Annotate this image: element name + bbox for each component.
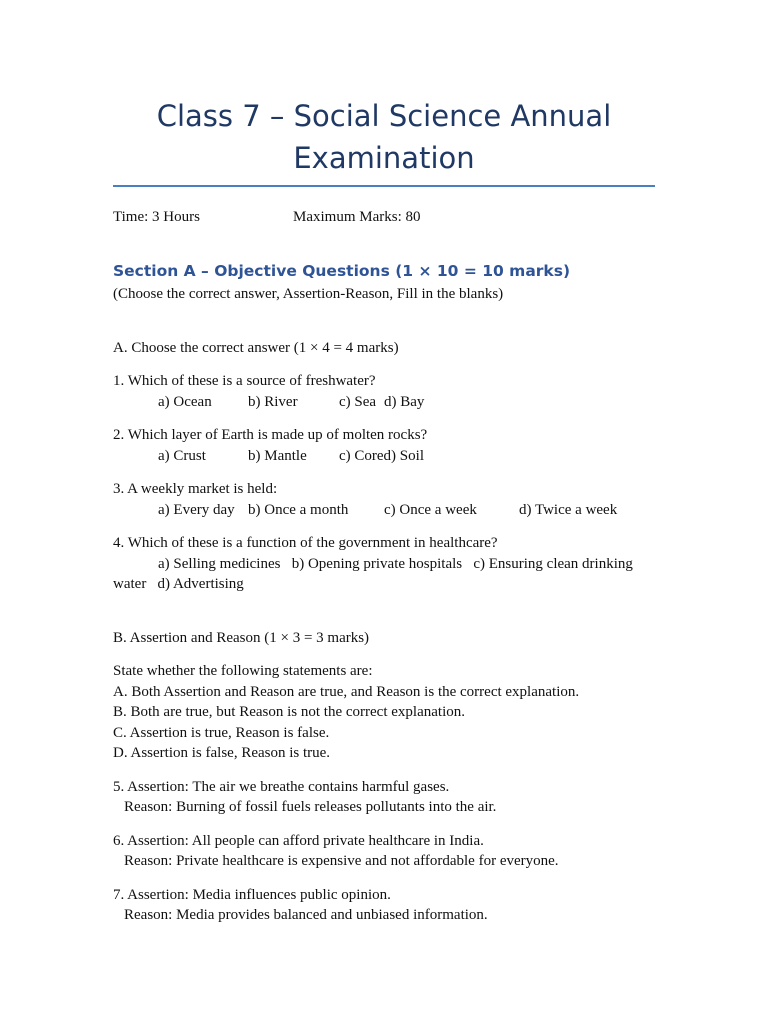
part-a-heading: A. Choose the correct answer (1 × 4 = 4 marks) bbox=[113, 339, 399, 356]
assertion-text: 7. Assertion: Media influences public opinion. bbox=[113, 886, 391, 903]
assertion-text: 5. Assertion: The air we breathe contains harmful gases. bbox=[113, 778, 450, 795]
key-choice: B. Both are true, but Reason is not the correct explanation. bbox=[113, 704, 465, 720]
page-title bbox=[113, 95, 655, 187]
assertion-text: 6. Assertion: All people can afford private healthcare in India. bbox=[113, 832, 484, 849]
option-c: c) Cored) Soil bbox=[339, 447, 424, 464]
question-4 bbox=[113, 533, 655, 595]
key-intro: State whether the following statements are: bbox=[113, 663, 373, 679]
time-label: Time: 3 Hours bbox=[113, 209, 200, 225]
option-b: b) River bbox=[248, 393, 298, 410]
question-text: 2. Which layer of Earth is made up of molten rocks? bbox=[113, 427, 428, 443]
option-c: c) Once a week bbox=[384, 501, 477, 518]
question-3 bbox=[113, 479, 655, 520]
title-line-2: Examination bbox=[293, 141, 475, 175]
max-marks-label: Maximum Marks: 80 bbox=[293, 209, 421, 225]
part-b-heading: B. Assertion and Reason (1 × 3 = 3 marks) bbox=[113, 629, 370, 646]
option-a: a) Every day bbox=[158, 501, 235, 518]
assertion-reason-key bbox=[113, 661, 655, 764]
question-options-line-1: a) Selling medicines b) Opening private hospitals c) Ensuring clean drinking bbox=[158, 555, 633, 572]
question-text: 1. Which of these is a source of freshwater? bbox=[113, 373, 376, 389]
question-text: 3. A weekly market is held: bbox=[113, 481, 278, 497]
question-options bbox=[113, 500, 655, 521]
question-2 bbox=[113, 425, 655, 466]
key-choice: A. Both Assertion and Reason are true, and Reason is the correct explanation. bbox=[113, 683, 580, 700]
key-choice: C. Assertion is true, Reason is false. bbox=[113, 724, 330, 741]
question-1 bbox=[113, 371, 655, 412]
option-a: a) Ocean bbox=[158, 393, 212, 410]
question-options bbox=[113, 392, 655, 413]
question-options-line-2: water d) Advertising bbox=[113, 576, 244, 592]
option-b: b) Once a month bbox=[248, 501, 349, 518]
reason-text: Reason: Media provides balanced and unbiased information. bbox=[124, 907, 488, 923]
question-6 bbox=[113, 831, 655, 872]
key-choice: D. Assertion is false, Reason is true. bbox=[113, 745, 331, 761]
section-a-instructions: (Choose the correct answer, Assertion-Reason, Fill in the blanks) bbox=[113, 286, 504, 302]
title-line-1: Class 7 – Social Science Annual bbox=[156, 99, 612, 133]
section-a-heading: Section A – Objective Questions (1 × 10 = 10 marks) bbox=[113, 262, 571, 280]
option-d: d) Bay bbox=[384, 393, 425, 410]
exam-page bbox=[113, 0, 655, 926]
question-options bbox=[113, 446, 655, 467]
reason-text: Reason: Burning of fossil fuels releases pollutants into the air. bbox=[124, 799, 497, 815]
question-7 bbox=[113, 885, 655, 926]
reason-text: Reason: Private healthcare is expensive and not affordable for everyone. bbox=[124, 853, 559, 869]
option-b: b) Mantle bbox=[248, 447, 307, 464]
question-5 bbox=[113, 777, 655, 818]
exam-meta bbox=[113, 207, 655, 227]
option-a: a) Crust bbox=[158, 447, 206, 464]
option-d: d) Twice a week bbox=[519, 501, 618, 518]
option-c: c) Sea bbox=[339, 393, 377, 410]
question-text: 4. Which of these is a function of the government in healthcare? bbox=[113, 535, 498, 551]
